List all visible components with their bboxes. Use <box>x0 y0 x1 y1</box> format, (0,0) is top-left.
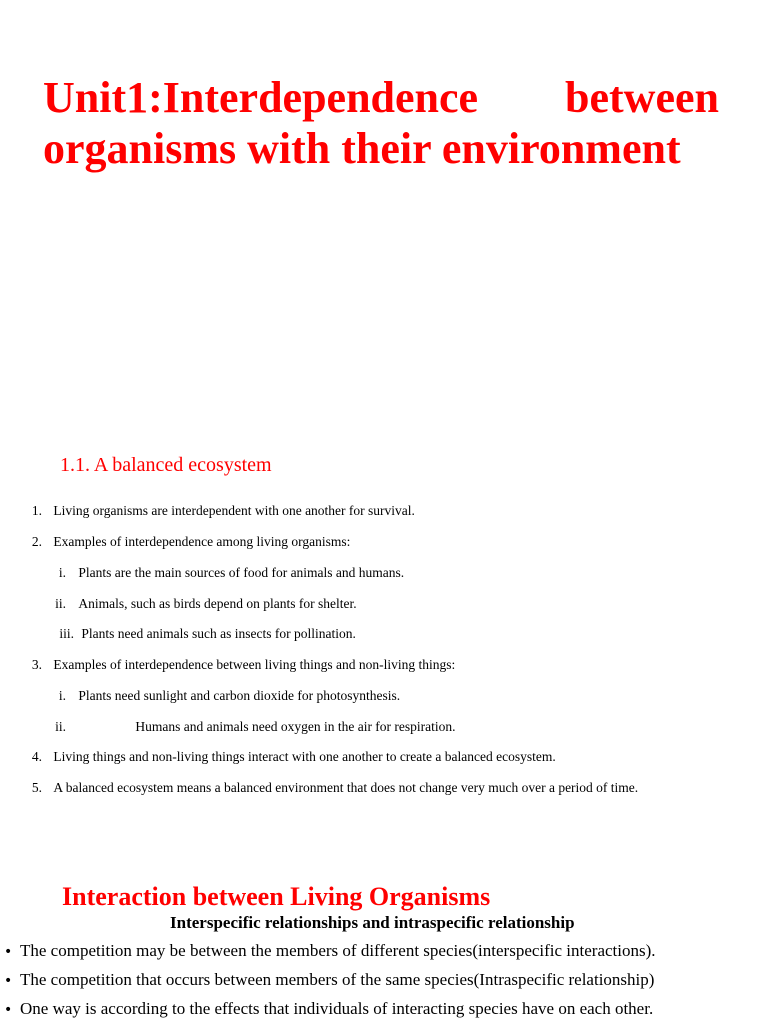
list-item-text: Examples of interdependence between living things and non-living things: <box>53 657 456 672</box>
list-item-number: 3. <box>31 657 42 672</box>
list-item-number: i. <box>58 565 66 580</box>
unit-title: Unit1:Interdependence between organisms with their environment <box>43 73 719 173</box>
section-heading: 1.1. A balanced ecosystem <box>60 454 272 476</box>
bullet-item <box>4 998 653 1021</box>
list-item <box>28 533 350 551</box>
list-item-text: Living organisms are interdependent with one another for survival. <box>53 503 415 518</box>
list-item-text: A balanced ecosystem means a balanced environment that does not change very much over a period of time. <box>53 780 639 795</box>
bullet-icon: • <box>4 944 13 960</box>
list-item-text: Plants are the main sources of food for animals and humans. <box>78 565 405 580</box>
list-item-number: 4. <box>31 749 42 764</box>
list-item-number: 1. <box>31 503 42 518</box>
list-item-number: 5. <box>31 780 42 795</box>
list-item <box>28 779 638 797</box>
interaction-heading: Interaction between Living Organisms <box>62 882 491 911</box>
list-item-text: Living things and non-living things interact with one another to create a balanced ecosystem. <box>53 749 556 764</box>
list-item-number: ii. <box>55 719 66 734</box>
list-item-number: ii. <box>55 596 66 611</box>
list-item-text: Plants need sunlight and carbon dioxide for photosynthesis. <box>78 688 401 703</box>
list-item-text: Animals, such as birds depend on plants for shelter. <box>78 596 357 611</box>
list-item-number: 2. <box>31 534 42 549</box>
bullet-icon: • <box>4 1002 13 1018</box>
list-item-text: Plants need animals such as insects for pollination. <box>81 626 356 641</box>
list-item <box>28 656 455 674</box>
bullet-item <box>4 940 656 963</box>
sub-list-item <box>50 687 400 705</box>
sub-list-item <box>50 564 404 582</box>
list-item <box>28 748 556 766</box>
list-item-text: Humans and animals need oxygen in the air for respiration. <box>135 719 456 734</box>
list-item <box>28 502 415 520</box>
sub-list-item <box>50 595 357 613</box>
bullet-icon: • <box>4 973 13 989</box>
list-item-text: Examples of interdependence among living organisms: <box>53 534 351 549</box>
bullet-text: The competition that occurs between members of the same species(Intraspecific relationship) <box>20 970 655 989</box>
list-item-number: iii. <box>59 626 74 641</box>
sub-list-item <box>50 625 356 643</box>
bullet-text: The competition may be between the members of different species(interspecific interactions). <box>20 941 656 960</box>
list-item-number: i. <box>58 688 66 703</box>
sub-list-item <box>50 718 456 736</box>
interaction-subheading: Interspecific relationships and intraspecific relationship <box>170 913 575 932</box>
bullet-text: One way is according to the effects that individuals of interacting species have on each other. <box>20 999 654 1018</box>
bullet-item <box>4 969 654 992</box>
